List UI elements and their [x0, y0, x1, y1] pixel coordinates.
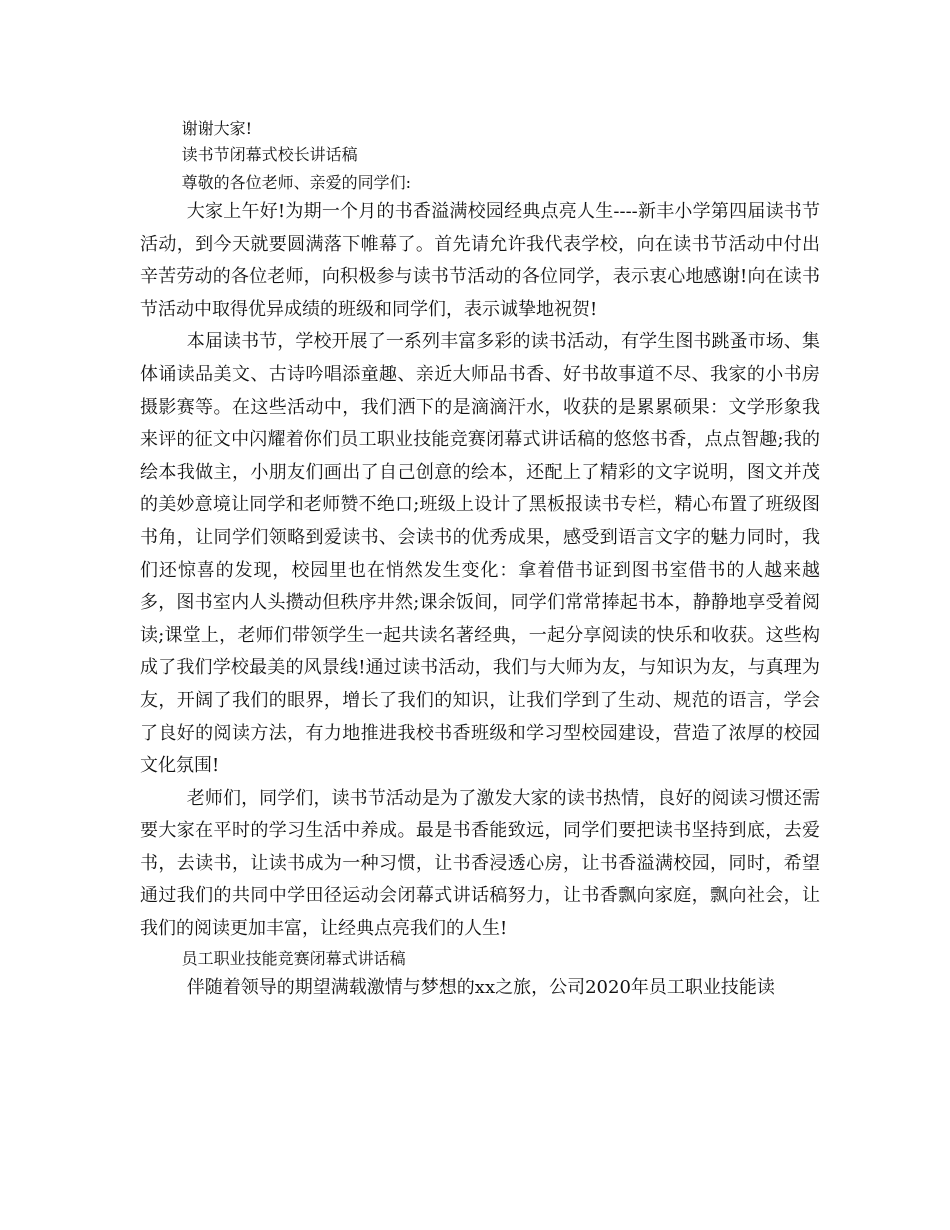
paragraph-next-speech: 伴随着领导的期望满载激情与梦想的xx之旅，公司2020年员工职业技能读: [186, 976, 775, 998]
closing-thanks: 谢谢大家!: [181, 119, 253, 138]
section-title: 员工职业技能竞赛闭幕式讲话稿: [181, 948, 406, 968]
paragraph-encouragement: 老师们，同学们，读书节活动是为了激发大家的读书热情，良好的阅读习惯还需要大家在平时的学习生活中养成。最是书香能致远，同学们要把读书坚持到底，去爱书，去读书，让读书成为一种习惯，让书香浸透心房，让书香溢满校园，同时，希望通过我们的共同中学田径运动会闭幕式讲话稿努力，让书香飘向家庭，飘向社会，让我们的阅读更加丰富，让经典点亮我们的人生!: [140, 787, 820, 940]
paragraph-opening: 大家上午好!为期一个月的书香溢满校园经典点亮人生----新丰小学第四届读书节活动，到今天就要圆满落下帷幕了。首先请允许我代表学校，向在读书节活动中付出辛苦劳动的各位老师，向积极参与读书节活动的各位同学，表示衷心地感谢!向在读书节活动中取得优异成绩的班级和同学们，表示诚挚地祝贺!: [140, 201, 820, 320]
paragraph-activities: 本届读书节，学校开展了一系列丰富多彩的读书活动，有学生图书跳蚤市场、集体诵读品美文、古诗吟唱添童趣、亲近大师品书香、好书故事道不尽、我家的小书房摄影赛等。在这些活动中，我们洒下的是滴滴汗水，收获的是累累硕果：文学形象我来评的征文中闪耀着你们员工职业技能竞赛闭幕式讲话稿的悠悠书香，点点智趣;我的绘本我做主，小朋友们画出了自己创意的绘本，还配上了精彩的文字说明，图文并茂的美妙意境让同学和老师赞不绝口;班级上设计了黑板报读书专栏，精心布置了班级图书角，让同学们领略到爱读书、会读书的优秀成果，感受到语言文字的魅力同时，我们还惊喜的发现，校园里也在悄然发生变化：拿着借书证到图书室借书的人越来越多，图书室内人头攒动但秩序井然;课余饭间，同学们常常捧起书本，静静地享受着阅读;课堂上，老师们带领学生一起共读名著经典，一起分享阅读的快乐和收获。这些构成了我们学校最美的风景线!通过读书活动，我们与大师为友，与知识为友，与真理为友，开阔了我们的眼界，增长了我们的知识，让我们学到了生动、规范的语言，学会了良好的阅读方法，有力地推进我校书香班级和学习型校园建设，营造了浓厚的校园文化氛围!: [140, 331, 820, 777]
speech-title: 读书节闭幕式校长讲话稿: [181, 145, 358, 164]
salutation: 尊敬的各位老师、亲爱的同学们:: [181, 173, 411, 192]
